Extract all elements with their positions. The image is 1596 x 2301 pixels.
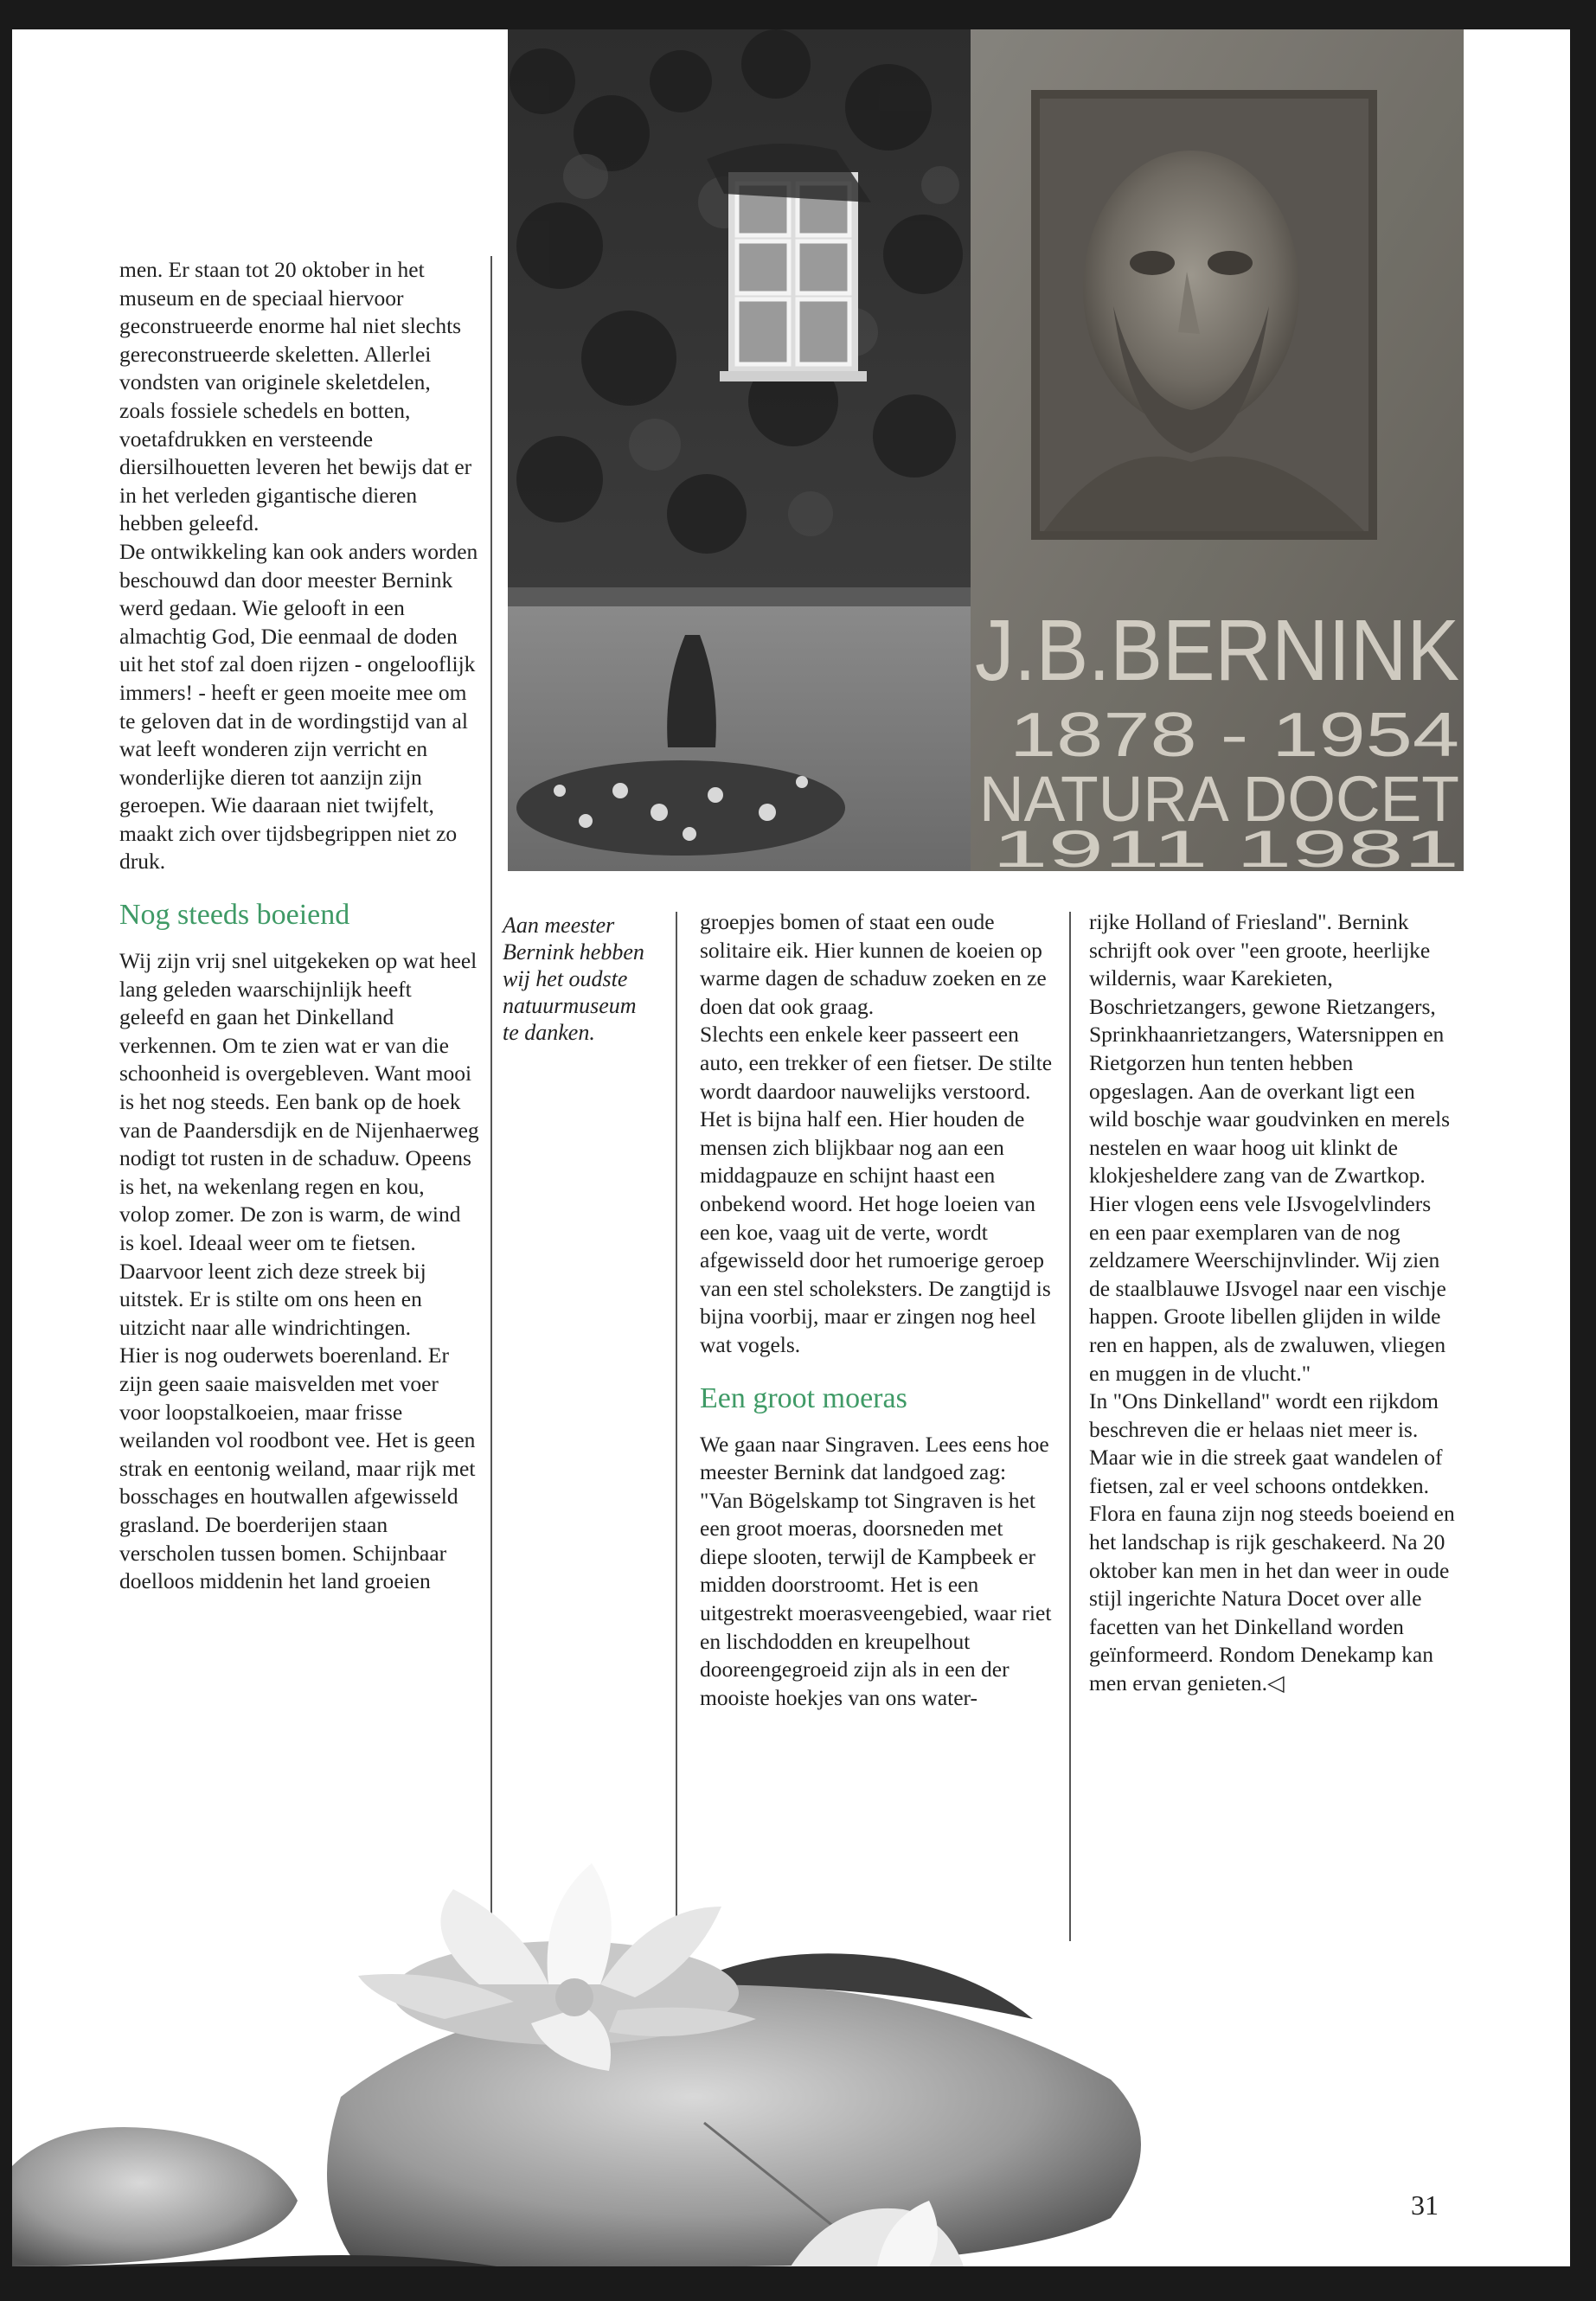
col3-paragraph-1: groepjes bomen of staat een oude solitaire eik. Hier kunnen de koeien op warme dagen de schaduw zoeken en ze doen dat ook graag.: [700, 909, 1047, 1019]
col1-paragraph-1: men. Er staan tot 20 oktober in het museum en de speciaal hiervoor geconstrueerde enorme hal niet slechts gereconstrueerde skeletten. Allerlei vondsten van originele skeletdelen, zoals fossiele schedels en botten, voetafdrukken en versteende diersilhouetten leveren het bewijs dat er in het verleden gigantische dieren hebben geleefd.: [119, 257, 472, 536]
plaque-name: J.B.BERNINK: [975, 602, 1459, 699]
col1-paragraph-3: Wij zijn vrij snel uitgekeken op wat heel lang geleden waarschijnlijk heeft geleefd en gaan het Dinkelland verkennen. Om te zien wat er van die schoonheid is overgebleven. Want mooi is het nog steeds. Een bank op de hoek van de Paandersdijk en de Nijenhaerweg nodigt tot rusten in de schaduw. Opeens is het, na wekenlang regen en kou, volop zomer. De zon is warm, de wind is koel. Ideaal weer om te fietsen. Daarvoor leent zich deze streek bij uitstek. Er is stilte om ons heen en uitzicht naar alle windrichtingen.: [119, 948, 479, 1340]
lily-pad-left: [12, 2127, 298, 2266]
water-lily-illustration: [12, 1855, 1570, 2266]
column-divider-3: [1069, 912, 1071, 1941]
section-heading-een-groot-moeras: Een groot moeras: [700, 1381, 907, 1414]
plaque-dates: 1911 1981: [992, 820, 1459, 871]
magazine-page: [12, 29, 1570, 2266]
col1-paragraph-2: De ontwikkeling kan ook anders worden beschouwd dan door meester Bernink werd gedaan. Wie gelooft in een almachtig God, Die eenmaal de doden uit het stof zal doen rijzen - ongelooflijk immers! - heeft er geen moeite mee om te geloven dat in de wordingstijd van al wat leeft wonderen zijn verricht en wonderlijke dieren tot aanzijn zijn geroepen. Wie daaraan niet twijfelt, maakt zich over tijdsbegrippen niet zo druk.: [119, 538, 478, 875]
text-column-3: [700, 908, 1054, 1712]
text-column-4: [1089, 908, 1457, 1698]
plaque-motto: NATURA DOCET: [979, 763, 1459, 835]
col4-paragraph-2: [1089, 1388, 1457, 1698]
section-heading-nog-steeds-boeiend: Nog steeds boeiend: [119, 899, 350, 932]
page-number: 31: [1411, 2189, 1439, 2221]
col3-paragraph-2: Slechts een enkele keer passeert een auto, een trekker of een fietser. De stilte wordt daardoor nauwelijks verstoord. Het is bijna half een. Hier houden de mensen zich blijkbaar nog aan een middagpauze en schijnt haast een onbekend woord. Het hoge loeien van een koe, vaag uit de verte, wordt afgewisseld door het rumoerige geroep van een stel scholeksters. De zangtijd is bijna voorbij, maar er zingen nog heel wat vogels.: [700, 1022, 1053, 1357]
col3-paragraph-3: We gaan naar Singraven. Lees eens hoe meester Bernink dat landgoed zag: "Van Bögelskamp tot Singraven is het een groot moeras, doorsneden met diepe slooten, terwijl de Kampbeek er midden doorstroomt. Het is een uitgestrekt moerasveengebied, waar riet en lischdodden en kreupelhout dooreengegroeid zijn als in een der mooiste hoekjes van ons water-: [700, 1431, 1052, 1710]
col4-paragraph-2-text: In "Ons Dinkelland" wordt een rijkdom beschreven die er helaas niet meer is. Maar wie in die streek gaat wandelen of fietsen, zal er veel schoons ontdekken. Flora en fauna zijn nog steeds boeiend en het landschap is rijk geschakeerd. Na 20 oktober kan men in het dan weer in oude stijl ingerichte Natura Docet over alle facetten van het Dinkelland worden geïnformeerd. Rondom Denekamp kan men ervan genieten.: [1089, 1388, 1455, 1696]
photo-caption: Aan meester Bernink hebben wij het oudste natuurmuseum te danken.: [503, 913, 644, 1045]
col1-paragraph-4: Hier is nog ouderwets boerenland. Er zijn geen saaie maisvelden met voer voor loopstalkoeien, maar frisse weilanden vol roodbont vee. Het is geen strak en eentonig weiland, maar rijk met bosschages en houtwallen afgewisseld grasland. De boerderijen staan verscholen tussen bomen. Schijnbaar doelloos middenin het land groeien: [119, 1343, 476, 1594]
plaque-years: 1878 - 1954: [1010, 701, 1459, 770]
photo-bernink-monument: [508, 29, 1464, 871]
col4-paragraph-1: rijke Holland of Friesland". Bernink schrijft ook over "een groote, heerlijke wildernis, waar Karekieten, Boschrietzangers, gewone Rietzangers, Sprinkhaanrietzangers, Watersnippen en Rietgorzen hun tenten hebben opgeslagen. Aan de overkant ligt een wild boschje waar goudvinken en merels nestelen en waar hoog uit klinkt de klokjesheldere zang van de Zwartkop. Hier vlogen eens vele IJsvogelvlinders en een paar exemplaren van de nog zeldzamere Weerschijnvlinder. Wij zien de staalblauwe IJsvogel naar een vischje happen. Groote libellen glijden in wilde ren en happen, als de zwaluwen, vliegen en muggen in de vlucht.": [1089, 909, 1451, 1386]
column-divider-2: [676, 912, 677, 1941]
column-divider-1: [490, 256, 492, 1945]
photo-illustration: [508, 29, 1464, 871]
text-column-1: [119, 256, 479, 1596]
end-of-article-mark: ◁: [1267, 1670, 1285, 1696]
